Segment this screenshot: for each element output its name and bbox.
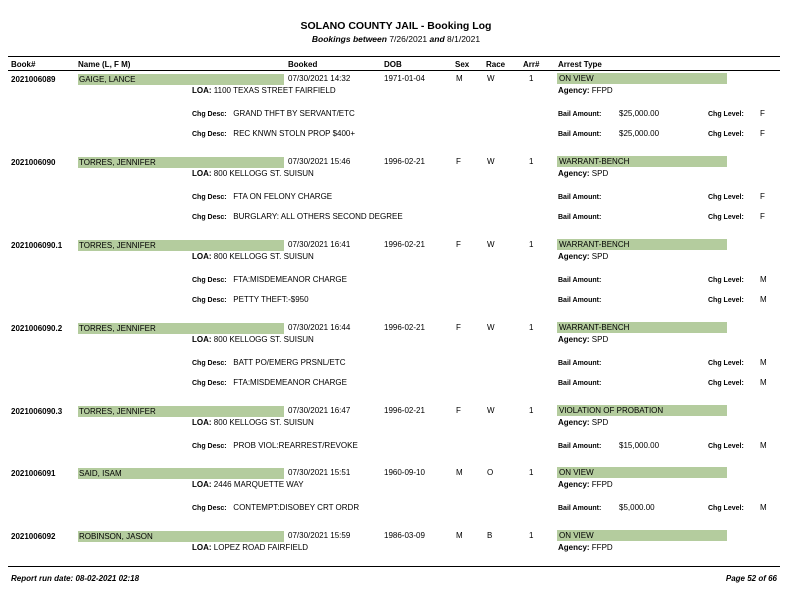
agency-row: [558, 543, 613, 552]
arrest-number: 1: [529, 157, 534, 166]
chg-level-row: [708, 109, 744, 118]
charge-description: PROB VIOL:REARREST/REVOKE: [233, 441, 358, 450]
agency-label: Agency:: [558, 252, 590, 261]
inmate-name: TORRES, JENNIFER: [79, 407, 156, 416]
loa-row: [192, 418, 314, 427]
race: W: [487, 406, 495, 415]
charge-description: BURGLARY: ALL OTHERS SECOND DEGREE: [233, 212, 403, 221]
booked-datetime: 07/30/2021 15:51: [288, 468, 351, 477]
agency-value: FFPD: [591, 480, 613, 489]
charge-level: M: [760, 503, 767, 512]
chg-level-row: [708, 275, 744, 284]
booking-record: [0, 156, 792, 236]
agency-value: SPD: [591, 418, 609, 427]
loa-label: LOA:: [192, 418, 212, 427]
charge-description: CONTEMPT:DISOBEY CRT ORDR: [233, 503, 360, 512]
loa-value: 2446 MARQUETTE WAY: [213, 480, 304, 489]
bail-row: [558, 503, 601, 512]
chg-desc-label: Chg Desc:: [192, 277, 227, 284]
arrest-number: 1: [529, 323, 534, 332]
agency-label: Agency:: [558, 418, 590, 427]
charge-desc-row: [192, 441, 358, 450]
bail-row: [558, 129, 601, 138]
report-subtitle: [0, 34, 792, 44]
bail-row: [558, 109, 601, 118]
race: B: [487, 531, 493, 540]
chg-level-label: Chg Level:: [708, 131, 744, 138]
loa-row: [192, 335, 314, 344]
charge-desc-row: [192, 378, 347, 387]
date-of-birth: 1996-02-21: [384, 323, 425, 332]
charge-description: FTA:MISDEMEANOR CHARGE: [233, 275, 347, 284]
bail-amount-label: Bail Amount:: [558, 131, 602, 138]
bail-amount-label: Bail Amount:: [558, 360, 602, 367]
booked-datetime: 07/30/2021 15:46: [288, 157, 351, 166]
footer-rule: [8, 566, 780, 567]
book-number: 2021006090.3: [11, 407, 63, 416]
end-date: 8/1/2021: [447, 34, 481, 44]
report-run-date: Report run date: 08-02-2021 02:18: [11, 574, 140, 583]
start-date: 7/26/2021: [389, 34, 428, 44]
bail-amount-label: Bail Amount:: [558, 277, 602, 284]
loa-value: 1100 TEXAS STREET FAIRFIELD: [213, 86, 336, 95]
charge-desc-row: [192, 275, 347, 284]
agency-label: Agency:: [558, 335, 590, 344]
header-rule-top: [8, 56, 780, 57]
bail-amount: $25,000.00: [619, 129, 660, 138]
agency-row: [558, 418, 608, 427]
inmate-name: TORRES, JENNIFER: [79, 241, 156, 250]
loa-label: LOA:: [192, 480, 212, 489]
charge-desc-row: [192, 358, 345, 367]
booking-record: [0, 322, 792, 402]
loa-row: [192, 86, 336, 95]
chg-level-row: [708, 212, 744, 221]
charge-level: F: [760, 129, 765, 138]
inmate-name: TORRES, JENNIFER: [79, 324, 156, 333]
chg-level-row: [708, 295, 744, 304]
inmate-name: GAIGE, LANCE: [79, 75, 136, 84]
bail-amount: $15,000.00: [619, 441, 660, 450]
bail-amount: $5,000.00: [619, 503, 655, 512]
loa-label: LOA:: [192, 86, 212, 95]
sex: F: [456, 157, 461, 166]
arrest-number: 1: [529, 74, 534, 83]
agency-label: Agency:: [558, 543, 590, 552]
chg-desc-label: Chg Desc:: [192, 194, 227, 201]
agency-row: [558, 480, 613, 489]
agency-row: [558, 252, 608, 261]
race: W: [487, 157, 495, 166]
charge-level: M: [760, 378, 767, 387]
subtitle-and: and: [429, 34, 445, 44]
arrest-type: WARRANT-BENCH: [559, 157, 630, 166]
agency-row: [558, 169, 608, 178]
book-number: 2021006090: [11, 158, 56, 167]
bail-amount-label: Bail Amount:: [558, 194, 602, 201]
chg-level-label: Chg Level:: [708, 360, 744, 367]
agency-label: Agency:: [558, 86, 590, 95]
loa-label: LOA:: [192, 335, 212, 344]
loa-label: LOA:: [192, 169, 212, 178]
col-header-arrest-type: Arrest Type: [558, 60, 602, 69]
col-header-name: Name (L, F M): [78, 60, 131, 69]
charge-description: FTA ON FELONY CHARGE: [233, 192, 333, 201]
chg-level-row: [708, 192, 744, 201]
chg-level-label: Chg Level:: [708, 380, 744, 387]
arrest-number: 1: [529, 468, 534, 477]
chg-level-label: Chg Level:: [708, 194, 744, 201]
agency-value: FFPD: [591, 86, 613, 95]
booked-datetime: 07/30/2021 16:41: [288, 240, 351, 249]
chg-level-row: [708, 358, 744, 367]
charge-desc-row: [192, 503, 359, 512]
booked-datetime: 07/30/2021 16:44: [288, 323, 351, 332]
bail-amount-label: Bail Amount:: [558, 443, 602, 450]
chg-level-row: [708, 129, 744, 138]
bail-amount-label: Bail Amount:: [558, 111, 602, 118]
chg-desc-label: Chg Desc:: [192, 214, 227, 221]
agency-row: [558, 86, 613, 95]
charge-description: REC KNWN STOLN PROP $400+: [233, 129, 356, 138]
bail-row: [558, 192, 601, 201]
agency-value: SPD: [591, 335, 609, 344]
arrest-number: 1: [529, 406, 534, 415]
loa-value: 800 KELLOGG ST. SUISUN: [213, 335, 314, 344]
sex: F: [456, 240, 461, 249]
arrest-type: ON VIEW: [559, 74, 594, 83]
booked-datetime: 07/30/2021 16:47: [288, 406, 351, 415]
sex: M: [456, 531, 463, 540]
charge-level: M: [760, 441, 767, 450]
bail-row: [558, 358, 601, 367]
loa-row: [192, 543, 308, 552]
arrest-type: VIOLATION OF PROBATION: [559, 406, 664, 415]
loa-value: LOPEZ ROAD FAIRFIELD: [213, 543, 309, 552]
chg-desc-label: Chg Desc:: [192, 297, 227, 304]
booking-record: [0, 73, 792, 153]
charge-level: M: [760, 275, 767, 284]
report-title: SOLANO COUNTY JAIL - Booking Log: [300, 20, 492, 32]
sex: F: [456, 406, 461, 415]
charge-level: F: [760, 192, 765, 201]
loa-row: [192, 169, 314, 178]
sex: F: [456, 323, 461, 332]
col-header-book: Book#: [11, 60, 36, 69]
agency-value: SPD: [591, 252, 609, 261]
arrest-type: WARRANT-BENCH: [559, 240, 630, 249]
book-number: 2021006090.1: [11, 241, 63, 250]
charge-desc-row: [192, 295, 309, 304]
charge-level: F: [760, 212, 765, 221]
header-rule-bottom: [8, 70, 780, 71]
chg-desc-label: Chg Desc:: [192, 380, 227, 387]
col-header-booked: Booked: [288, 60, 318, 69]
chg-desc-label: Chg Desc:: [192, 111, 227, 118]
chg-desc-label: Chg Desc:: [192, 131, 227, 138]
arrest-number: 1: [529, 240, 534, 249]
agency-row: [558, 335, 608, 344]
col-header-race: Race: [486, 60, 506, 69]
race: W: [487, 323, 495, 332]
subtitle-prefix: Bookings between: [311, 34, 387, 44]
agency-label: Agency:: [558, 169, 590, 178]
charge-level: M: [760, 358, 767, 367]
charge-level: M: [760, 295, 767, 304]
sex: M: [456, 74, 463, 83]
agency-value: SPD: [591, 169, 609, 178]
col-header-arr: Arr#: [523, 60, 540, 69]
bail-amount-label: Bail Amount:: [558, 214, 602, 221]
bail-row: [558, 441, 601, 450]
col-header-dob: DOB: [384, 60, 402, 69]
loa-value: 800 KELLOGG ST. SUISUN: [213, 169, 314, 178]
charge-description: GRAND THFT BY SERVANT/ETC: [233, 109, 355, 118]
arrest-type: WARRANT-BENCH: [559, 323, 630, 332]
date-of-birth: 1971-01-04: [384, 74, 425, 83]
race: O: [487, 468, 494, 477]
charge-description: BATT PO/EMERG PRSNL/ETC: [233, 358, 346, 367]
chg-desc-label: Chg Desc:: [192, 443, 227, 450]
chg-level-label: Chg Level:: [708, 111, 744, 118]
charge-desc-row: [192, 192, 332, 201]
inmate-name: ROBINSON, JASON: [79, 532, 153, 541]
charge-level: F: [760, 109, 765, 118]
charge-description: FTA:MISDEMEANOR CHARGE: [233, 378, 347, 387]
loa-value: 800 KELLOGG ST. SUISUN: [213, 252, 314, 261]
bail-amount-label: Bail Amount:: [558, 380, 602, 387]
bail-row: [558, 378, 601, 387]
booking-record: [0, 239, 792, 319]
arrest-number: 1: [529, 531, 534, 540]
inmate-name: SAID, ISAM: [79, 469, 122, 478]
bail-amount: $25,000.00: [619, 109, 660, 118]
arrest-type: ON VIEW: [559, 468, 594, 477]
date-of-birth: 1996-02-21: [384, 157, 425, 166]
date-of-birth: 1996-02-21: [384, 240, 425, 249]
arrest-type: ON VIEW: [559, 531, 594, 540]
chg-desc-label: Chg Desc:: [192, 360, 227, 367]
loa-label: LOA:: [192, 543, 212, 552]
date-of-birth: 1996-02-21: [384, 406, 425, 415]
race: W: [487, 240, 495, 249]
charge-desc-row: [192, 109, 355, 118]
sex: M: [456, 468, 463, 477]
chg-level-row: [708, 441, 744, 450]
bail-row: [558, 295, 601, 304]
inmate-name: TORRES, JENNIFER: [79, 158, 156, 167]
loa-row: [192, 480, 304, 489]
book-number: 2021006091: [11, 469, 56, 478]
book-number: 2021006090.2: [11, 324, 63, 333]
book-number: 2021006092: [11, 532, 56, 541]
loa-label: LOA:: [192, 252, 212, 261]
booked-datetime: 07/30/2021 14:32: [288, 74, 351, 83]
race: W: [487, 74, 495, 83]
chg-desc-label: Chg Desc:: [192, 505, 227, 512]
bail-amount-label: Bail Amount:: [558, 297, 602, 304]
agency-value: FFPD: [591, 543, 613, 552]
booked-datetime: 07/30/2021 15:59: [288, 531, 351, 540]
chg-level-label: Chg Level:: [708, 505, 744, 512]
date-of-birth: 1986-03-09: [384, 531, 425, 540]
agency-label: Agency:: [558, 480, 590, 489]
charge-desc-row: [192, 212, 403, 221]
charge-desc-row: [192, 129, 355, 138]
book-number: 2021006089: [11, 75, 56, 84]
chg-level-label: Chg Level:: [708, 277, 744, 284]
chg-level-label: Chg Level:: [708, 443, 744, 450]
booking-record: [0, 530, 792, 610]
chg-level-label: Chg Level:: [708, 214, 744, 221]
bail-row: [558, 212, 601, 221]
bail-amount-label: Bail Amount:: [558, 505, 602, 512]
charge-description: PETTY THEFT:-$950: [233, 295, 309, 304]
date-of-birth: 1960-09-10: [384, 468, 425, 477]
chg-level-row: [708, 503, 744, 512]
chg-level-label: Chg Level:: [708, 297, 744, 304]
loa-row: [192, 252, 314, 261]
col-header-sex: Sex: [455, 60, 470, 69]
chg-level-row: [708, 378, 744, 387]
bail-row: [558, 275, 601, 284]
loa-value: 800 KELLOGG ST. SUISUN: [213, 418, 314, 427]
page-number: Page 52 of 66: [725, 574, 777, 583]
